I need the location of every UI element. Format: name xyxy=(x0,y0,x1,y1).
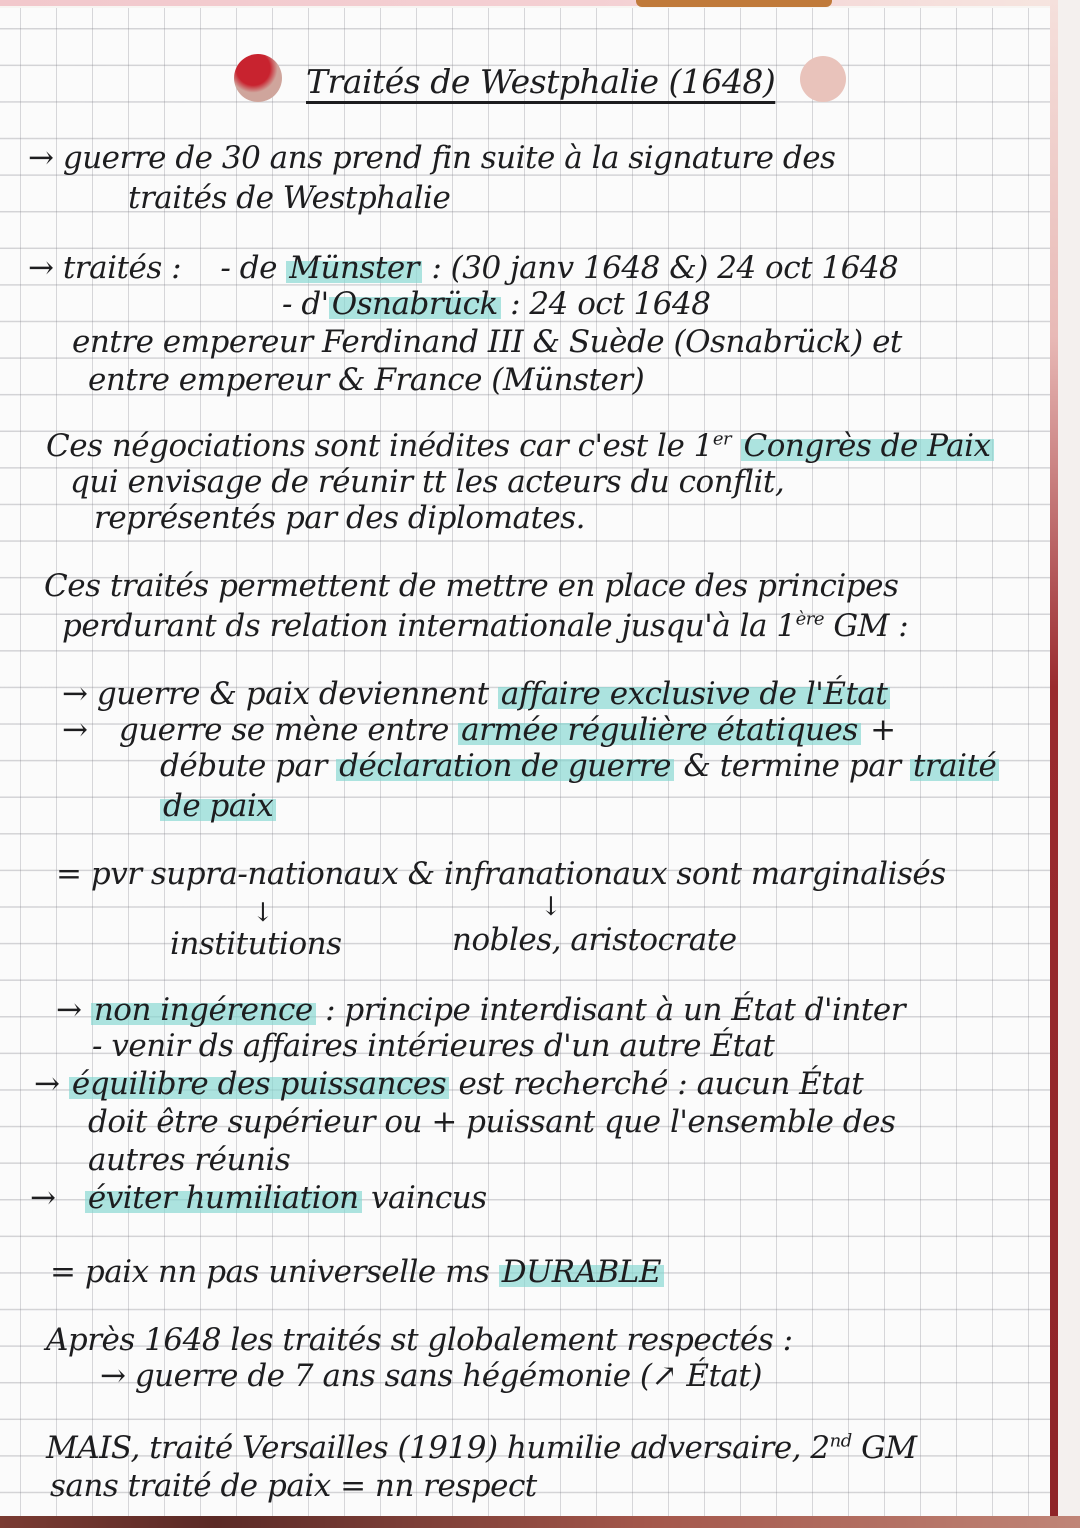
highlight-affaire-etat: affaire exclusive de l'État xyxy=(498,676,890,712)
non-interference-line-1: → non ingérence : principe interdisant à un État d'inter xyxy=(56,992,906,1028)
highlight-de-paix: de paix xyxy=(160,788,276,824)
negotiations-line-1: Ces négociations sont inédites car c'est le 1er Congrès de Paix xyxy=(46,428,994,464)
arrow-right-icon: → xyxy=(28,140,54,176)
principles-line-1: Ces traités permettent de mettre en place des principes xyxy=(44,568,899,604)
non-interference-line-2: - venir ds affaires intérieures d'un autre État xyxy=(92,1028,775,1064)
infra-example: nobles, aristocrate xyxy=(452,922,737,958)
highlight-congres-de-paix: Congrès de Paix xyxy=(741,428,994,464)
highlight-equilibre: équilibre des puissances xyxy=(69,1066,449,1102)
page-top-edge xyxy=(0,0,1080,6)
binder-tab xyxy=(636,0,832,7)
treaties-osnabruck-line: - d'Osnabrück : 24 oct 1648 xyxy=(282,286,711,322)
highlight-traite: traité xyxy=(910,748,999,784)
however-line-1: MAIS, traité Versailles (1919) humilie adversaire, 2nd GM xyxy=(46,1430,917,1466)
intro-line-2: traités de Westphalie xyxy=(128,180,451,216)
principles-line-2: perdurant ds relation internationale jusqu'à la 1ère GM : xyxy=(62,608,909,644)
highlight-declaration-guerre: déclaration de guerre xyxy=(336,748,674,784)
arrow-right-icon: → xyxy=(34,1066,60,1102)
balance-line-2: doit être supérieur ou + puissant que l'ensemble des xyxy=(88,1104,896,1140)
arrow-right-icon: → xyxy=(28,250,54,286)
red-dot-left-decoration xyxy=(234,54,282,102)
arrow-down-icon: ↓ xyxy=(540,892,562,922)
intro-line-1: → guerre de 30 ans prend fin suite à la signature des xyxy=(28,140,836,176)
highlight-armee-reguliere: armée régulière étatiques xyxy=(458,712,861,748)
arrow-right-icon: → xyxy=(30,1180,56,1216)
page-bottom-edge xyxy=(0,1516,1080,1528)
marginalized-line: = pvr supra-nationaux & infranationaux sont marginalisés xyxy=(56,856,946,892)
page-right-edge xyxy=(1058,0,1080,1528)
highlight-eviter-humiliation: éviter humiliation xyxy=(85,1180,362,1216)
pink-dot-right-decoration xyxy=(800,56,846,102)
arrow-right-icon: → xyxy=(62,676,88,712)
highlight-durable: DURABLE xyxy=(499,1254,664,1290)
treaties-munster-line: → traités : - de Münster : (30 janv 1648 &) 24 oct 1648 xyxy=(28,250,899,286)
state-line-4 xyxy=(160,788,276,824)
balance-line-3: autres réunis xyxy=(88,1142,291,1178)
however-line-2: sans traité de paix = nn respect xyxy=(50,1468,537,1504)
after-line-2: → guerre de 7 ans sans hégémonie (↗ État) xyxy=(100,1358,762,1394)
treaties-between-2: entre empereur & France (Münster) xyxy=(88,362,645,398)
highlight-munster: Münster xyxy=(286,250,422,286)
negotiations-line-2: qui envisage de réunir tt les acteurs du conflit, xyxy=(70,464,785,500)
highlight-osnabruck: Osnabrück xyxy=(329,286,501,322)
arrow-right-icon: → xyxy=(62,712,88,748)
state-line-3: débute par déclaration de guerre & termine par traité xyxy=(160,748,999,784)
negotiations-line-3: représentés par des diplomates. xyxy=(94,500,586,536)
arrow-down-icon: ↓ xyxy=(252,898,274,928)
arrow-right-icon: → xyxy=(56,992,82,1028)
humiliation-line: → éviter humiliation vaincus xyxy=(30,1180,487,1216)
highlight-non-ingerence: non ingérence xyxy=(91,992,316,1028)
page-title: Traités de Westphalie (1648) xyxy=(306,62,776,101)
supra-example: institutions xyxy=(170,926,342,962)
balance-line-1: → équilibre des puissances est recherché : aucun État xyxy=(34,1066,864,1102)
treaties-between-1: entre empereur Ferdinand III & Suède (Osnabrück) et xyxy=(72,324,902,360)
red-margin-edge xyxy=(1050,0,1058,1528)
state-line-1: → guerre & paix deviennent affaire exclusive de l'État xyxy=(62,676,890,712)
conclusion-line: = paix nn pas universelle ms DURABLE xyxy=(50,1254,664,1290)
state-line-2: → guerre se mène entre armée régulière étatiques + xyxy=(62,712,896,748)
after-line-1: Après 1648 les traités st globalement respectés : xyxy=(46,1322,793,1358)
